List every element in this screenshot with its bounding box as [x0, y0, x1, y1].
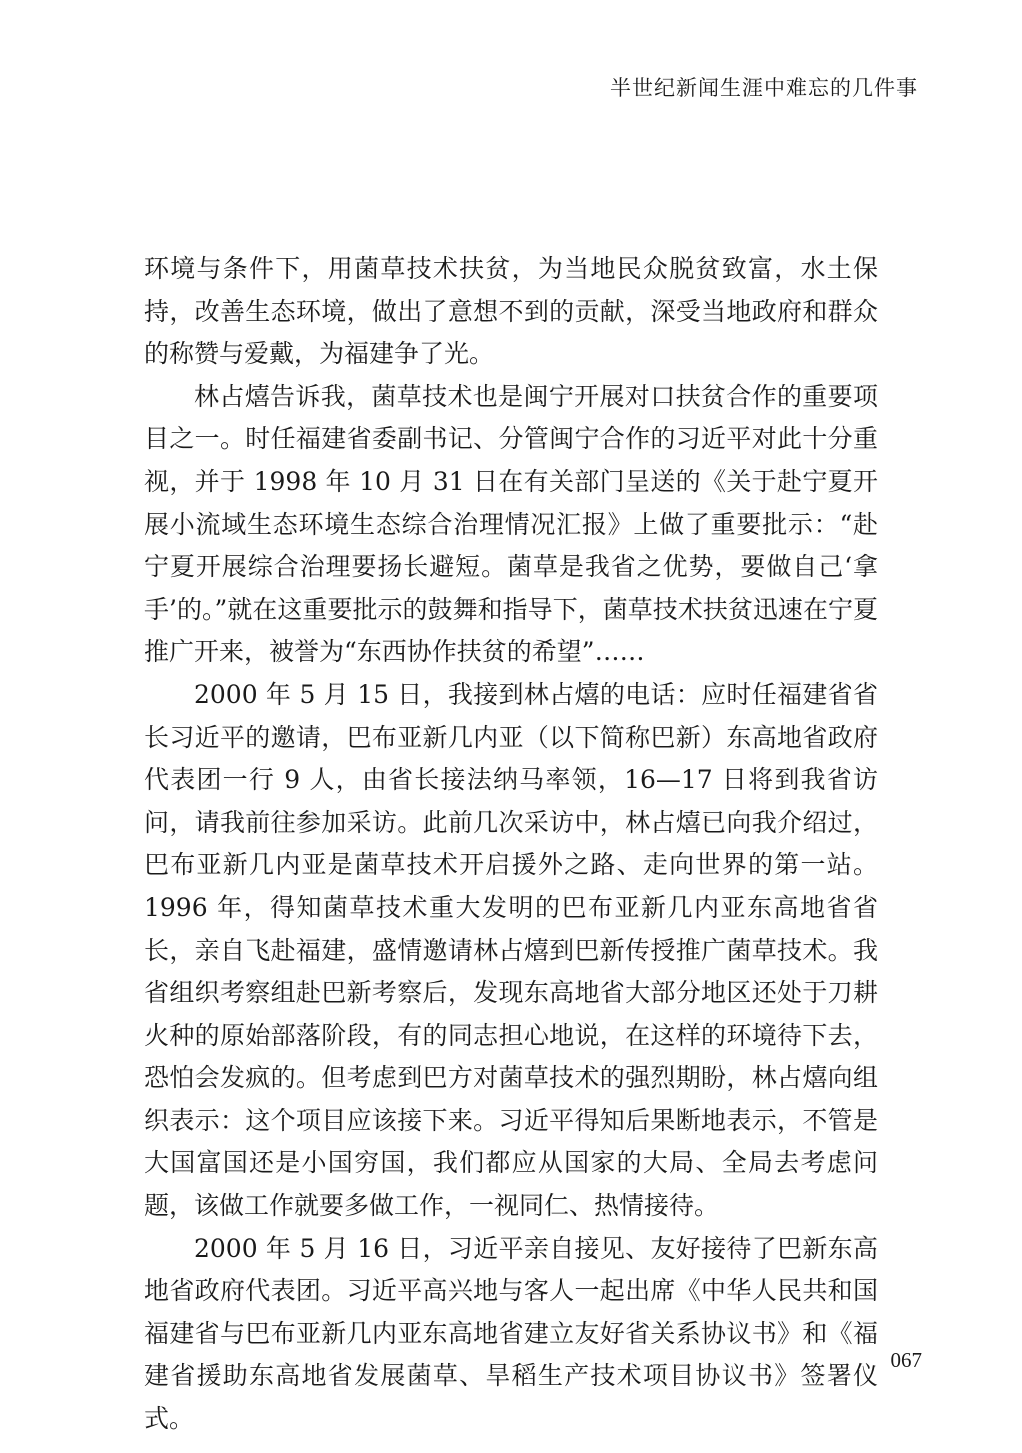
paragraph-2: 林占熺告诉我，菌草技术也是闽宁开展对口扶贫合作的重要项目之一。时任福建省委副书记、分管闽宁合作的习近平对此十分重视，并于 1998 年 10 月 31 日在有关部门呈送的《关于赴宁夏开展小流域生态环境生态综合治理情况汇报》上做了重要批示：“赴宁夏开展综合治理要扬长避短。菌草是我省之优势，要做自己‘拿手’的。”就在这重要批示的鼓舞和指导下，菌草技术扶贫迅速在宁夏推广开来，被誉为“东西协作扶贫的希望”……: [144, 381, 878, 667]
body-text: [144, 248, 878, 1441]
paragraph-3: 2000 年 5 月 15 日，我接到林占熺的电话：应时任福建省省长习近平的邀请，巴布亚新几内亚（以下简称巴新）东高地省政府代表团一行 9 人，由省长接法纳马率领，16—17 日将到我省访问，请我前往参加采访。此前几次采访中，林占熺已向我介绍过，巴布亚新几内亚是菌草技术开启援外之路、走向世界的第一站。1996 年，得知菌草技术重大发明的巴布亚新几内亚东高地省省长，亲自飞赴福建，盛情邀请林占熺到巴新传授推广菌草技术。我省组织考察组赴巴新考察后，发现东高地省大部分地区还处于刀耕火种的原始部落阶段，有的同志担心地说，在这样的环境待下去，恐怕会发疯的。但考虑到巴方对菌草技术的强烈期盼，林占熺向组织表示：这个项目应该接下来。习近平得知后果断地表示，不管是大国富国还是小国穷国，我们都应从国家的大局、全局去考虑问题，该做工作就要多做工作，一视同仁、热情接待。: [144, 679, 878, 1221]
running-header: 半世纪新闻生涯中难忘的几件事: [610, 76, 918, 100]
page-number: 067: [890, 1348, 922, 1372]
paragraph-1: 环境与条件下，用菌草技术扶贫，为当地民众脱贫致富，水土保持，改善生态环境，做出了意想不到的贡献，深受当地政府和群众的称赞与爱戴，为福建争了光。: [144, 254, 878, 369]
paragraph-4: 2000 年 5 月 16 日，习近平亲自接见、友好接待了巴新东高地省政府代表团。习近平高兴地与客人一起出席《中华人民共和国福建省与巴布亚新几内亚东高地省建立友好省关系协议书》和《福建省援助东高地省发展菌草、旱稻生产技术项目协议书》签署仪式。: [144, 1233, 878, 1434]
header-divider: [140, 118, 920, 119]
